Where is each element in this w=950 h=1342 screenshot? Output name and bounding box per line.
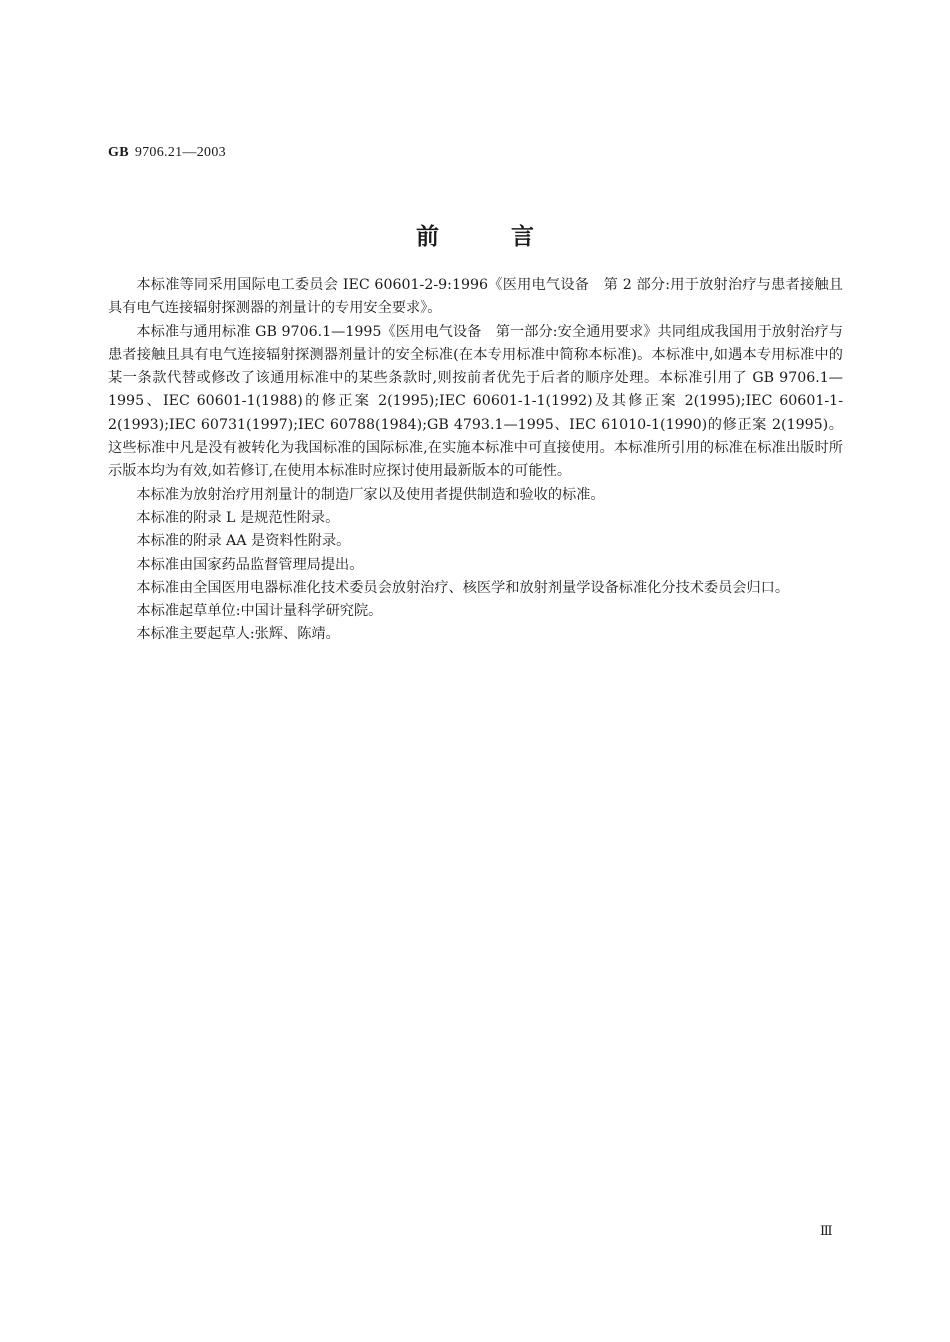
paragraph: 本标准与通用标准 GB 9706.1—1995《医用电气设备 第一部分:安全通用要求》共同组成我国用于放射治疗与患者接触且具有电气连接辐射探测器剂量计的安全标准(在本专用标准中简称本标准)。本标准中,如遇本专用标准中的某一条款代替或修改了该通用标准中的某些条款时,则按前者优先于后者的顺序处理。本标准引用了 GB 9706.1—1995、IEC 60601-1(1988)的修正案 2(1995);IEC 60601-1-1(1992)及其修正案 2(1995);IEC 60601-1-2(1993);IEC 60731(1997);IEC 60788(1984);GB 4793.1—1995、IEC 61010-1(1990)的修正案 2(1995)。这些标准中凡是没有被转化为我国标准的国际标准,在实施本标准中可直接使用。本标准所引用的标准在标准出版时所示版本均为有效,如若修订,在使用本标准时应探讨使用最新版本的可能性。 (108, 323, 843, 480)
paragraph: 本标准由国家药品监督管理局提出。 (136, 556, 364, 573)
paragraph: 本标准为放射治疗用剂量计的制造厂家以及使用者提供制造和验收的标准。 (136, 486, 605, 503)
paragraph: 本标准起草单位:中国计量科学研究院。 (136, 603, 383, 620)
standard-number: 9706.21—2003 (134, 145, 226, 160)
page-title: 前言 (416, 224, 606, 250)
page-number: Ⅲ (820, 1223, 833, 1238)
foreword-body (108, 274, 843, 647)
standard-prefix: GB (108, 145, 129, 160)
paragraph: 本标准的附录 L 是规范性附录。 (136, 509, 340, 526)
paragraph: 本标准由全国医用电器标准化技术委员会放射治疗、核医学和放射剂量学设备标准化分技术委员会归口。 (136, 579, 790, 596)
paragraph: 本标准的附录 AA 是资料性附录。 (136, 533, 351, 550)
paragraph: 本标准等同采用国际电工委员会 IEC 60601-2-9:1996《医用电气设备 第 2 部分:用于放射治疗与患者接触且具有电气连接辐射探测器的剂量计的专用安全要求》。 (108, 277, 843, 317)
standard-code-header (108, 145, 226, 161)
paragraph: 本标准主要起草人:张辉、陈靖。 (136, 626, 340, 643)
